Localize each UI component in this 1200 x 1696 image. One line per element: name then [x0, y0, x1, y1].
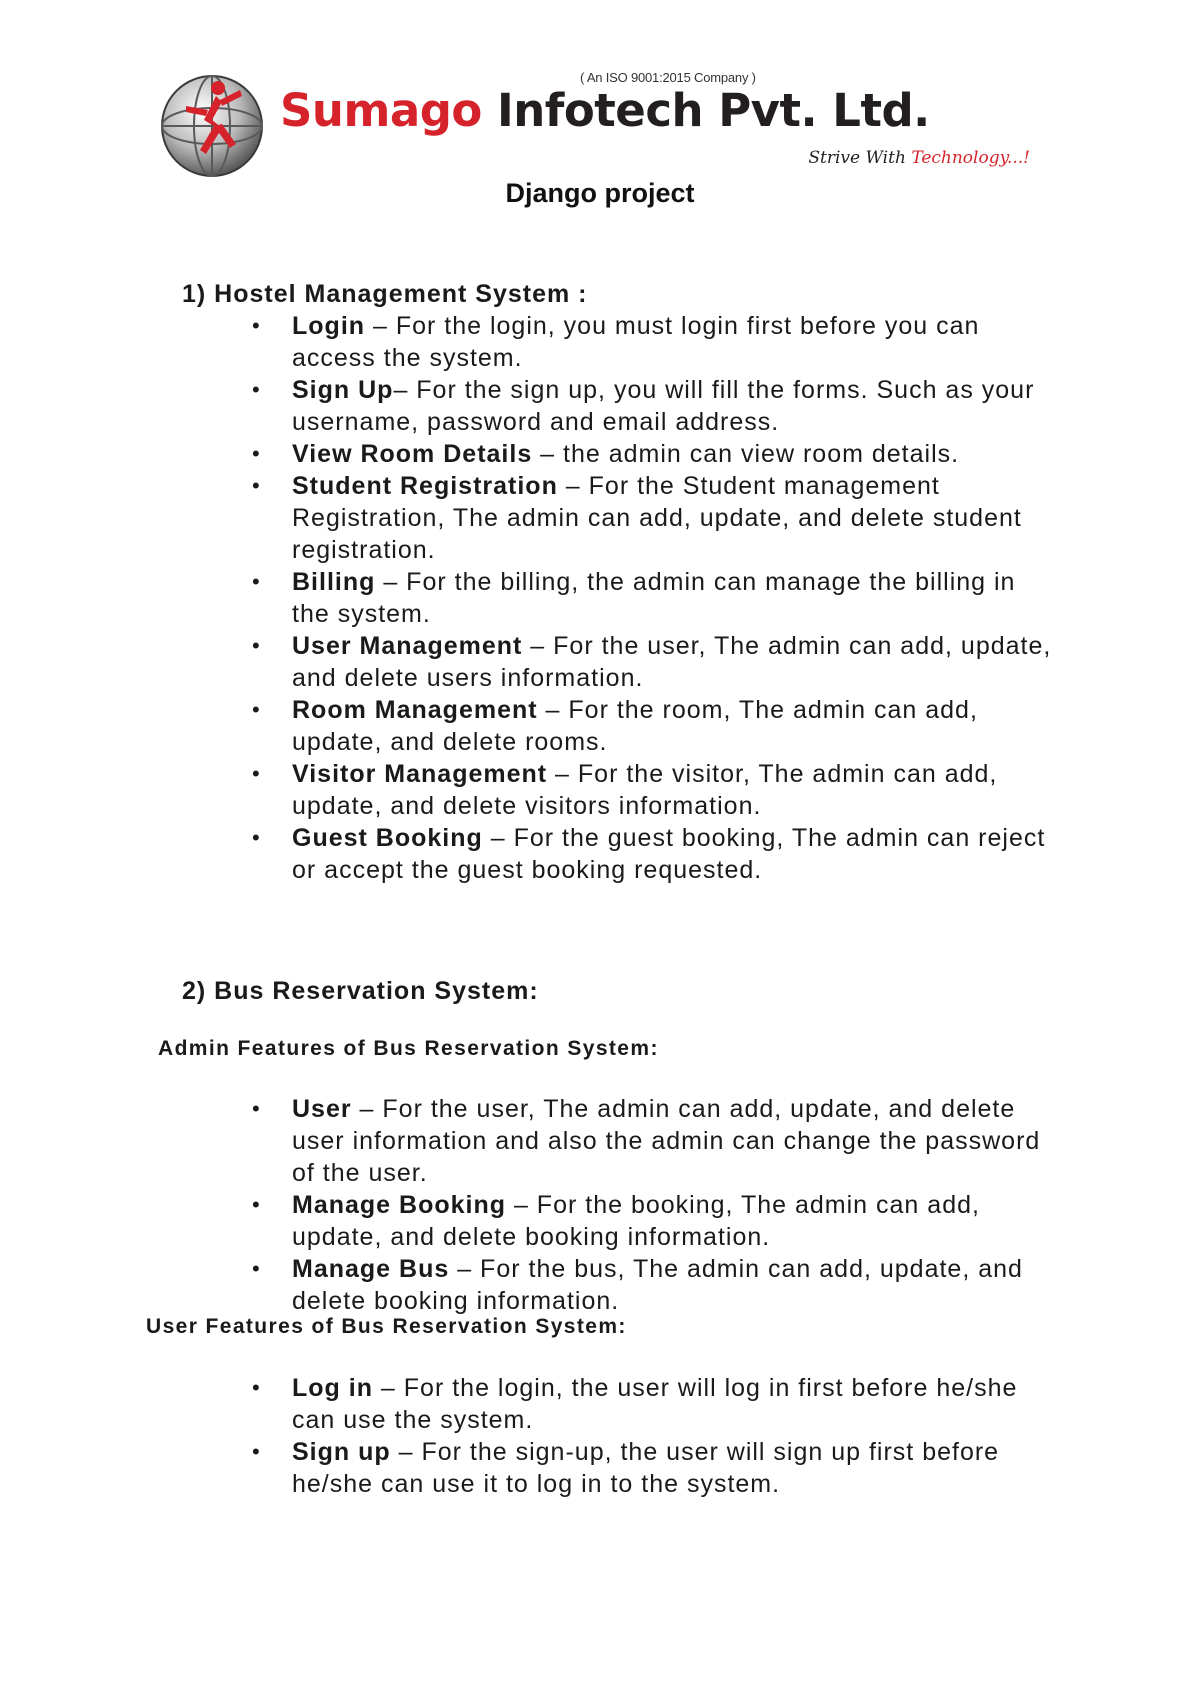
list-item [0, 310, 1052, 374]
feature-description: – For the billing, the admin can manage the billing in the system. [292, 568, 1016, 628]
bullet-icon: • [252, 473, 261, 498]
feature-term: Login [292, 312, 366, 340]
company-tagline [808, 148, 1030, 168]
feature-description: – For the Student management Registration, The admin can add, update, and delete student registration. [292, 472, 1022, 564]
feature-term: Guest Booking [292, 824, 483, 852]
feature-description: – For the sign up, you will fill the forms. Such as your username, password and email address. [292, 376, 1035, 436]
feature-description: – For the sign-up, the user will sign up first before he/she can use it to log in to the system. [292, 1438, 1000, 1498]
feature-term: View Room Details [292, 440, 533, 468]
hostel-feature-list [0, 310, 1052, 886]
feature-term: Log in [292, 1374, 373, 1402]
bullet-icon: • [252, 313, 261, 338]
bullet-icon: • [252, 1375, 261, 1400]
bullet-icon: • [252, 377, 261, 402]
list-item [0, 1436, 1052, 1500]
company-name-brand: Sumago [280, 84, 482, 137]
list-item [0, 1253, 1052, 1317]
feature-description: – the admin can view room details. [532, 440, 960, 468]
list-item [0, 374, 1052, 438]
bullet-icon: • [252, 1439, 261, 1464]
list-item [0, 1093, 1052, 1189]
feature-description: – For the user, The admin can add, update, and delete users information. [292, 632, 1052, 692]
list-item [0, 1372, 1052, 1436]
company-name-rest: Infotech Pvt. Ltd. [497, 84, 930, 137]
tagline-part-1: Strive With [808, 148, 906, 168]
section-2-heading: 2) Bus Reservation System: [182, 977, 539, 1005]
list-item [0, 470, 1052, 566]
feature-term: Student Registration [292, 472, 558, 500]
feature-description: – For the login, the user will log in first before he/she can use the system. [292, 1374, 1018, 1434]
bullet-icon: • [252, 825, 261, 850]
document-title: Django project [505, 178, 695, 208]
feature-description: – For the login, you must login first before you can access the system. [292, 312, 980, 372]
bullet-icon: • [252, 697, 261, 722]
bullet-icon: • [252, 569, 261, 594]
admin-feature-list [0, 1093, 1052, 1317]
user-features-heading: User Features of Bus Reservation System: [146, 1315, 627, 1338]
list-item [0, 566, 1052, 630]
feature-term: Sign up [292, 1438, 391, 1466]
bullet-icon: • [252, 1096, 261, 1121]
user-feature-list [0, 1372, 1052, 1500]
feature-term: Visitor Management [292, 760, 548, 788]
feature-description: – For the user, The admin can add, update, and delete user information and also the admin can change the password of the user. [292, 1095, 1041, 1187]
list-item [0, 694, 1052, 758]
bullet-icon: • [252, 441, 261, 466]
list-item [0, 758, 1052, 822]
admin-features-heading: Admin Features of Bus Reservation System: [158, 1037, 659, 1060]
list-item [0, 630, 1052, 694]
feature-term: User Management [292, 632, 523, 660]
bullet-icon: • [252, 1192, 261, 1217]
list-item [0, 1189, 1052, 1253]
list-item [0, 438, 1052, 470]
feature-description: – For the guest booking, The admin can reject or accept the guest booking requested. [292, 824, 1046, 884]
company-name [280, 84, 930, 137]
list-item [0, 822, 1052, 886]
bullet-icon: • [252, 761, 261, 786]
bullet-icon: • [252, 1256, 261, 1281]
feature-term: Billing [292, 568, 376, 596]
feature-description: – For the room, The admin can add, update, and delete rooms. [292, 696, 978, 756]
company-logo-globe-icon [156, 70, 268, 182]
feature-term: Room Management [292, 696, 538, 724]
tagline-part-2: Technology...! [911, 148, 1030, 168]
feature-term: Sign Up [292, 376, 394, 404]
feature-term: Manage Booking [292, 1191, 507, 1219]
section-1-heading: 1) Hostel Management System : [182, 280, 588, 308]
feature-term: User [292, 1095, 352, 1123]
feature-term: Manage Bus [292, 1255, 450, 1283]
bullet-icon: • [252, 633, 261, 658]
feature-description: – For the visitor, The admin can add, update, and delete visitors information. [292, 760, 998, 820]
letterhead [150, 60, 1070, 190]
feature-description: – For the booking, The admin can add, update, and delete booking information. [292, 1191, 980, 1251]
iso-certification-note: ( An ISO 9001:2015 Company ) [580, 70, 756, 85]
feature-description: – For the bus, The admin can add, update, and delete booking information. [292, 1255, 1023, 1315]
